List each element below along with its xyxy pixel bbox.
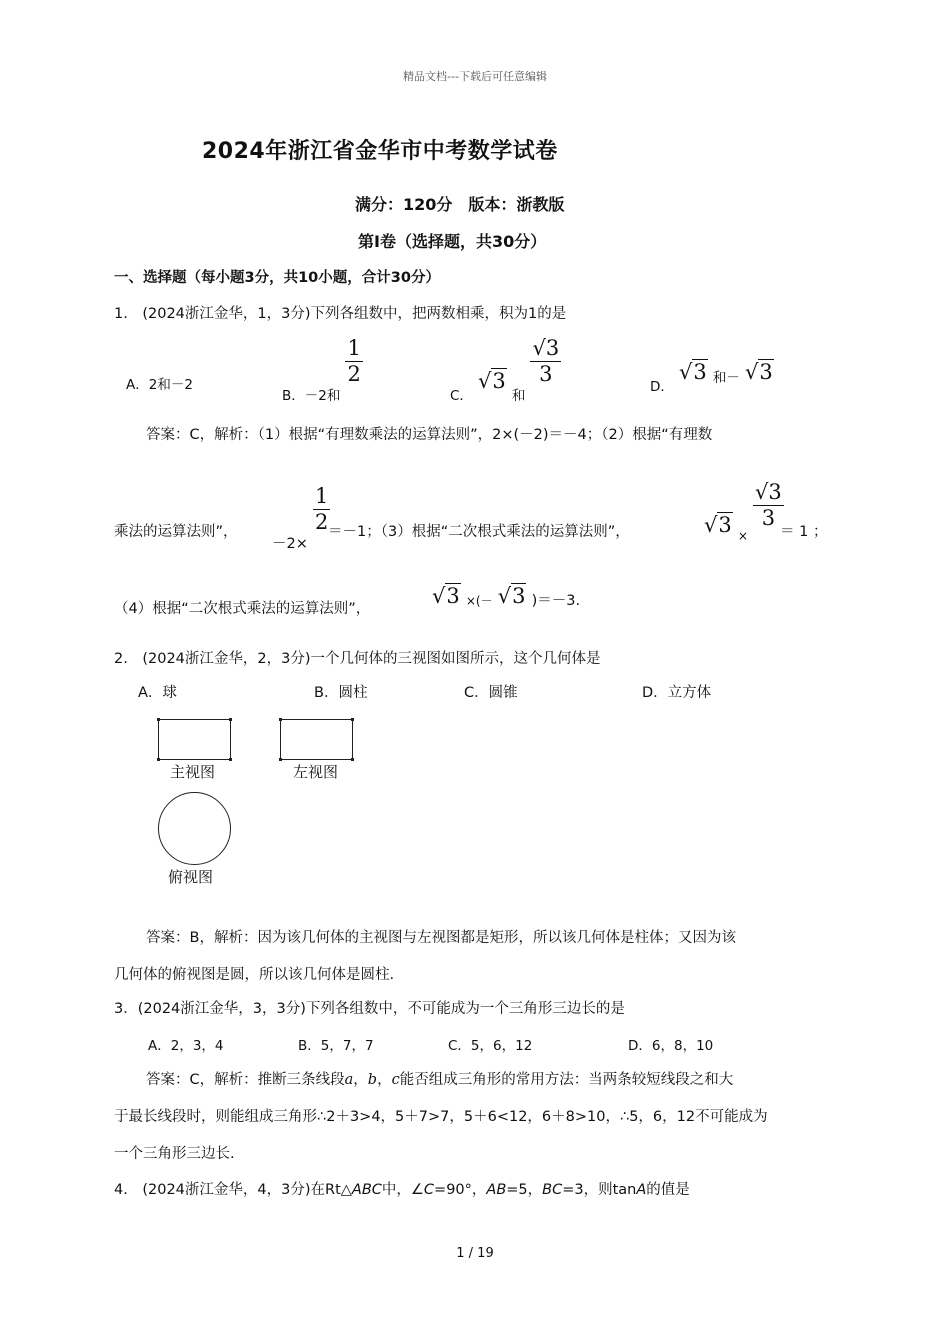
q1-answer-line2-d: ＝ 1 ；	[780, 524, 828, 540]
sqrt-expression: √3	[432, 584, 460, 608]
q1-answer-expr2	[704, 480, 784, 543]
fraction-numerator: √3	[755, 480, 782, 504]
corner-dot	[351, 718, 354, 721]
exam-title: 2024年浙江省金华市中考数学试卷	[202, 139, 558, 164]
q1-option-b-fraction	[345, 338, 362, 385]
stem-text: 中，∠	[381, 1182, 424, 1198]
corner-dot	[279, 758, 282, 761]
corner-dot	[229, 718, 232, 721]
stem-text: 4. (2024浙江金华，4，3分)在Rt△	[114, 1182, 352, 1198]
q3-stem: 3．(2024浙江金华，3，3分)下列各组数中，不可能成为一个三角形三边长的是	[114, 1001, 625, 1017]
radicand: 3	[512, 584, 526, 608]
fraction-numerator: 1	[314, 484, 329, 508]
expr-mid: ×(－	[465, 594, 493, 608]
radicand: 3	[492, 369, 506, 393]
sqrt-expression: √3	[679, 360, 707, 384]
q2-option-a: A．球	[138, 685, 177, 701]
q3-answer-line2: 于最长线段时，则能组成三角形∴2＋3>4，5＋7>7，5＋6<12，6＋8>10，∴5，6，12不可能成为	[114, 1109, 768, 1125]
q1-answer-line2-a: 乘法的运算法则”，	[114, 524, 238, 540]
exam-subtitle: 满分：120分 版本：浙教版	[355, 195, 565, 214]
q3-answer-line1	[146, 1068, 733, 1089]
q3-option-d: D．6，8，10	[628, 1038, 714, 1054]
q2-answer-line1: 答案：B，解析：因为该几何体的主视图与左视图都是矩形，所以该几何体是柱体；又因为该	[146, 930, 736, 946]
sqrt-expression: √3	[478, 369, 506, 393]
var-b: b	[367, 1072, 378, 1088]
left-view-caption: 左视图	[293, 763, 339, 781]
q3-option-c: C．5，6，12	[448, 1038, 533, 1054]
corner-dot	[351, 758, 354, 761]
separator: ，	[353, 1072, 368, 1088]
q2-answer-line2: 几何体的俯视图是圆，所以该几何体是圆柱.	[114, 967, 395, 983]
front-view-caption: 主视图	[170, 763, 216, 781]
sqrt-expression: √3	[744, 360, 773, 384]
section-heading: 一、选择题（每小题3分，共10小题，合计30分）	[114, 270, 440, 286]
q2-stem: 2. (2024浙江金华，2，3分)一个几何体的三视图如图所示，这个几何体是	[114, 651, 601, 667]
stem-text: =90°，	[434, 1182, 487, 1198]
expr-suffix: )＝－3.	[531, 593, 581, 609]
q1-answer-expr3	[432, 584, 580, 608]
front-view-rect	[158, 719, 231, 760]
q1-option-d-mid: 和－	[712, 370, 740, 386]
angle-vertex: C	[423, 1182, 435, 1198]
q1-option-c-prefix: C．	[450, 388, 473, 404]
q1-option-c-fraction	[530, 338, 561, 385]
segment-ab: AB	[486, 1182, 507, 1198]
sqrt-expression: √3	[704, 513, 732, 537]
angle-a: A	[636, 1182, 647, 1198]
q2-option-c: C．圆锥	[464, 685, 518, 701]
sqrt-expression: √3	[497, 584, 526, 608]
q2-option-b: B．圆柱	[314, 685, 368, 701]
fraction-numerator: 1	[347, 336, 361, 360]
radicand: 3	[718, 513, 732, 537]
q1-option-b-prefix: B．－2和	[282, 388, 341, 404]
q3-answer-line3: 一个三角形三边长.	[114, 1146, 235, 1162]
q1-option-b	[282, 336, 363, 404]
answer-text: 答案：C，解析：推断三条线段	[146, 1072, 345, 1088]
fraction-denominator: 2	[347, 362, 361, 386]
stem-text: =5，	[506, 1182, 543, 1198]
fraction-numerator: √3	[532, 336, 560, 360]
q1-answer-line3-a: （4）根据“二次根式乘法的运算法则”，	[114, 601, 371, 617]
q1-answer-expr1	[272, 484, 330, 552]
q2-option-d: D．立方体	[642, 685, 712, 701]
q4-stem	[114, 1178, 690, 1199]
page-header: 精品文档---下载后可任意编辑	[403, 70, 547, 83]
triangle-name: ABC	[351, 1182, 382, 1198]
corner-dot	[279, 718, 282, 721]
times-sign: ×	[737, 529, 748, 543]
var-a: a	[344, 1072, 354, 1088]
expr-prefix: －2×	[272, 536, 308, 552]
top-view-circle	[158, 792, 231, 865]
q1-option-a: A．2和－2	[126, 377, 193, 393]
corner-dot	[229, 758, 232, 761]
var-c: c	[391, 1072, 400, 1088]
q1-option-d-prefix: D．	[650, 379, 674, 395]
fraction-denominator: 2	[314, 510, 329, 534]
q3-option-b: B．5，7，7	[298, 1038, 374, 1054]
stem-text: 的值是	[646, 1182, 690, 1198]
q3-option-a: A．2，3，4	[148, 1038, 224, 1054]
q1-option-d	[650, 360, 774, 395]
part-heading: 第Ⅰ卷（选择题，共30分）	[358, 232, 547, 251]
radicand: 3	[759, 360, 773, 384]
q1-stem: 1. (2024浙江金华，1，3分)下列各组数中，把两数相乘，积为1的是	[114, 306, 567, 322]
corner-dot	[157, 718, 160, 721]
segment-bc: BC	[542, 1182, 563, 1198]
left-view-rect	[280, 719, 353, 760]
q1-answer-line1: 答案：C，解析：（1）根据“有理数乘法的运算法则”，2×(－2)＝－4；（2）根据“有理数	[146, 427, 713, 443]
corner-dot	[157, 758, 160, 761]
q1-option-c	[450, 336, 561, 404]
separator: ，	[377, 1072, 392, 1088]
fraction-denominator: 3	[539, 362, 553, 386]
q1-answer-line2-c: ＝－1；（3）根据“二次根式乘法的运算法则”，	[328, 524, 630, 540]
answer-text: 能否组成三角形的常用方法：当两条较短线段之和大	[399, 1072, 734, 1088]
stem-text: =3，则tan	[562, 1182, 637, 1198]
top-view-caption: 俯视图	[168, 868, 214, 886]
radicand: 3	[446, 584, 460, 608]
fraction-denominator: 3	[761, 506, 776, 530]
radicand: 3	[693, 360, 707, 384]
page-number: 1 / 19	[456, 1246, 494, 1261]
q1-option-c-mid: 和	[511, 388, 526, 404]
